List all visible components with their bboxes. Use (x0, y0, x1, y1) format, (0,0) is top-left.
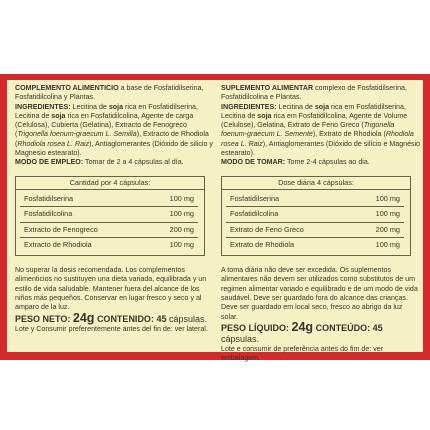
allergen-soja: soja (51, 111, 66, 120)
content-value: 45 (156, 313, 167, 324)
allergen-soja: soja (314, 102, 330, 111)
product-type-text: a base de Fosfatidilserina, Fosfatidilcolina y Plantas. (15, 84, 204, 102)
row-value: 100 mg (169, 209, 194, 219)
nutrition-table-header: Dose diária 4 cápsulas: (222, 177, 410, 190)
ingredients-paragraph (15, 103, 215, 159)
row-value: 100 mg (375, 193, 400, 203)
ingredients-text: Lecitina de (276, 102, 315, 111)
usage-text: Tome 2-4 cápsulas ao dia. (285, 158, 370, 167)
usage-instructions (221, 158, 421, 167)
allergen-soja: soja (108, 102, 124, 111)
row-label: Fosfatidilcolina (230, 209, 279, 219)
table-row (20, 223, 198, 238)
latin-name: Trigonella foenum-graecum L. Semilla (17, 130, 137, 139)
row-label: Extracto de Fenogreco (24, 224, 98, 234)
row-value: 200 mg (169, 224, 194, 234)
lot-text: Lote y Consumir preferentemente antes del fin de: ver lateral. (15, 324, 208, 333)
latin-name: Rhodiola rosea L. Raiz (17, 139, 90, 148)
usage-heading: MODO DE EMPLEO: (15, 158, 84, 167)
usage-text: Tomar de 2 a 4 cápsulas al día. (83, 158, 184, 167)
content-unit: cápsulas. (221, 333, 260, 344)
table-row (226, 192, 404, 207)
warning-text: No superar la dosis recomendada. Los complementos alimenticios no sustituyen una dieta variada, equilibrada y un estilo de vida saludable. Mantener fuera del alcance de los niños más pequeños. Conservar en lugar fresco y seco y al amparo de la luz. (15, 266, 207, 312)
table-row (20, 207, 198, 222)
net-weight-label: PESO NETO: (15, 313, 71, 324)
table-row (226, 223, 404, 238)
net-weight-line (221, 319, 421, 345)
row-label: Fosfatidilserina (230, 193, 280, 203)
row-value: 100 mg (375, 209, 400, 219)
product-label-panel (7, 80, 423, 363)
net-weight-label: PESO LÍQUIDO: (221, 322, 290, 333)
ingredients-text: ), Extracto de Rhodiola ( (15, 130, 209, 148)
spanish-column (15, 84, 215, 334)
ingredients-text: rica em Fosfatidilcolina, Agente de Volume (Celulose), Gelatina, Extrato de Feno Greco ( (221, 111, 408, 130)
ingredients-text: rica em Fosfatidilserina, Lecitina de (221, 102, 406, 120)
table-row (20, 192, 198, 207)
product-description (15, 84, 215, 103)
ingredients-text: ), Antiaglomerantes (Dióxido de silicio y Magnesio estearato). (15, 139, 213, 158)
row-label: Fosfatidilcolina (24, 209, 73, 219)
row-label: Extrato de Rhodiola (230, 239, 295, 249)
ingredients-text: ), Extrato de Rhodiola ( (312, 130, 386, 139)
nutrition-table (221, 176, 411, 256)
ingredients-heading: INGREDIENTES: (221, 102, 277, 111)
table-row (226, 207, 404, 222)
ingredients-text: rica en Fosfatidilcolina, Agente de carga (Celulosa), Cubierta (Gelatina), Extracto de Fenogreco ( (15, 111, 194, 139)
usage-heading: MODO DE TOMAR: (221, 158, 286, 167)
lot-text: Lote e consumir de preferência antes do fim de: ver embalagem. (221, 344, 384, 363)
product-type-heading: COMPLEMENTO ALIMENTICIO (15, 84, 119, 92)
row-label: Extrato de Feno Greco (230, 224, 304, 234)
ingredients-paragraph (221, 103, 421, 159)
nutrition-table (15, 176, 205, 256)
row-value: 100 mg (169, 239, 194, 249)
usage-instructions (15, 158, 215, 167)
row-label: Fosfatidilserina (24, 193, 74, 203)
latin-name: Rhodiola rosea L. Raiz (221, 130, 414, 148)
ingredients-heading: INGREDIENTES: (15, 102, 71, 111)
content-label: CONTEÚDO: (315, 322, 371, 333)
content-unit: cápsulas. (166, 313, 207, 324)
nutrition-table-header: Cantidad por 4 cápsulas: (16, 177, 204, 190)
content-label: CONTENIDO: (96, 313, 154, 324)
row-value: 100 mg (375, 239, 400, 249)
row-value: 200 mg (375, 224, 400, 234)
row-label: Extracto de Rhodiola (24, 239, 92, 249)
content-value: 45 (372, 322, 383, 333)
product-type-heading: SUPLEMENTO ALIMENTAR (221, 84, 314, 92)
table-row (20, 238, 198, 252)
warning-text: A toma diária não deve ser excedida. Os suplementos alimentares não devem ser utilizados como substitutos de um regimen alimentar variado e equilibrado e de um modo de vida saudável. Deve ser guardado fora do alcance das crianças. Deve ser guardado em local seco, fresco ao abrigo da luz solar. (221, 266, 418, 321)
latin-name: Trigonella foenum-graecum L. Semente (221, 121, 395, 139)
product-description (221, 84, 421, 103)
ingredients-text: Lecitina de (70, 102, 109, 111)
allergen-soja: soja (257, 111, 272, 120)
portuguese-column (221, 84, 421, 364)
net-weight-line (15, 310, 215, 325)
product-type-text: complexo de Fosfatidilserina, Fosfatidilcolina e Plantas. (221, 84, 407, 102)
net-weight-value: 24g (291, 319, 314, 334)
ingredients-text: rica en Fosfatidilserina, Lecitina de (15, 102, 198, 120)
row-value: 100 mg (169, 193, 194, 203)
table-row (226, 238, 404, 252)
net-weight-value: 24g (72, 310, 95, 325)
ingredients-text: ), Antiaglomerantes (Dióxido de silício e Magnésio estearato). (221, 139, 421, 158)
